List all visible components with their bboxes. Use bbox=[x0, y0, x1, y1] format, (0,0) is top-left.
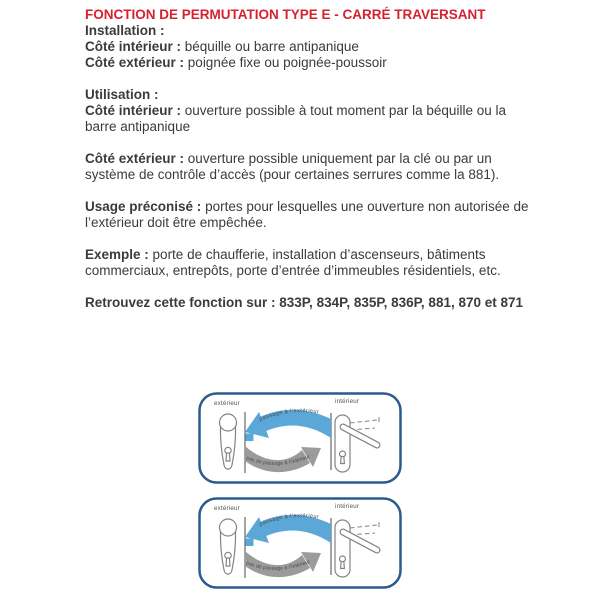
blue-arrow-label: passage à l’extérieur bbox=[258, 408, 320, 423]
models-paragraph: Retrouvez cette fonction sur : 833P, 834P, 835P, 836P, 881, 870 et 871 bbox=[85, 295, 524, 310]
keyhole-tail bbox=[226, 558, 230, 566]
gray-arrow-label: pas de passage à l’intérieur bbox=[245, 558, 311, 572]
installation-interior-text: béquille ou barre antipanique bbox=[184, 39, 359, 54]
usage-text: portes pour lesquelles une ouverture non autorisée de l’extérieur doit être empêchée. bbox=[85, 199, 529, 230]
interior-side-label: intérieur bbox=[335, 503, 360, 510]
interior-side-label: intérieur bbox=[335, 398, 360, 405]
exterior-side-label: extérieur bbox=[214, 400, 240, 407]
diagrams-container bbox=[0, 392, 600, 589]
exemple-text: porte de chaufferie, installation d’ascenseurs, bâtiments commerciaux, entrepôts, porte d’entrée d’immeubles résidentiels, etc. bbox=[85, 247, 501, 278]
usage-label: Usage préconisé : bbox=[85, 199, 202, 214]
usage-paragraph bbox=[85, 199, 537, 231]
utilisation-exterior-label: Côté extérieur : bbox=[85, 151, 185, 166]
utilisation-heading: Utilisation : bbox=[85, 87, 159, 102]
spindle-square bbox=[246, 539, 254, 547]
document-body bbox=[85, 7, 537, 311]
spindle-square bbox=[246, 434, 254, 442]
installation-interior-label: Côté intérieur : bbox=[85, 39, 182, 54]
knob bbox=[220, 519, 237, 536]
utilisation-paragraph bbox=[85, 87, 537, 135]
utilisation-exterior-text: ouverture possible uniquement par la clé ou par un système de contrôle d’accès (pour certaines serrures comme la 881). bbox=[85, 151, 500, 182]
permutation-diagram-2 bbox=[198, 497, 402, 589]
utilisation-exterior-paragraph bbox=[85, 151, 537, 183]
installation-exterior-text: poignée fixe ou poignée-poussoir bbox=[187, 55, 387, 70]
gray-arrow-label: pas de passage à l’intérieur bbox=[245, 453, 311, 467]
keyhole-tail bbox=[226, 453, 230, 461]
keyhole-tail bbox=[341, 457, 345, 464]
permutation-diagram-1 bbox=[198, 392, 402, 484]
exterior-side-label: extérieur bbox=[214, 505, 240, 512]
utilisation-interior-label: Côté intérieur : bbox=[85, 103, 182, 118]
utilisation-interior-text: ouverture possible à tout moment par la béquille ou la barre antipanique bbox=[85, 103, 506, 134]
knob bbox=[220, 414, 237, 431]
exemple-paragraph bbox=[85, 247, 537, 279]
exemple-label: Exemple : bbox=[85, 247, 149, 262]
installation-paragraph bbox=[85, 23, 537, 71]
page-title: FONCTION DE PERMUTATION TYPE E - CARRÉ TRAVERSANT bbox=[85, 7, 486, 22]
keyhole-tail bbox=[341, 562, 345, 569]
blue-arrow-label: passage à l’extérieur bbox=[258, 513, 320, 528]
installation-heading: Installation : bbox=[85, 23, 165, 38]
installation-exterior-label: Côté extérieur : bbox=[85, 55, 185, 70]
